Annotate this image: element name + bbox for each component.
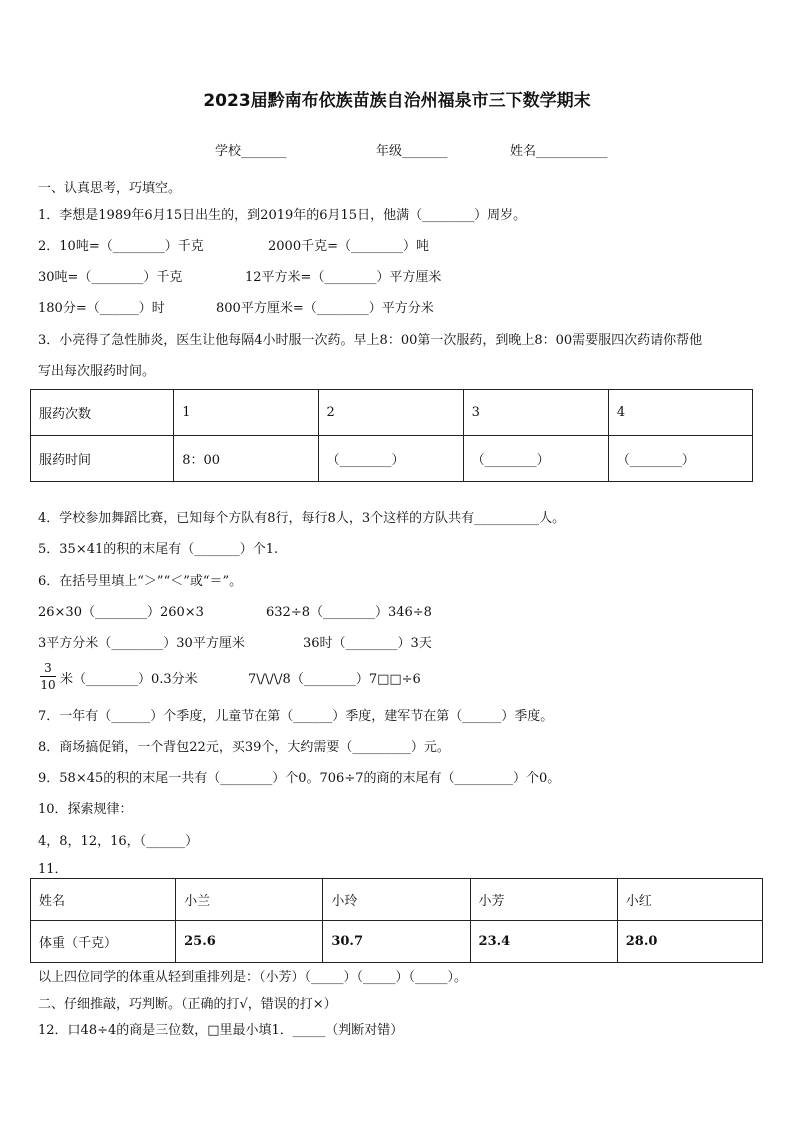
question-2d: 12平方米=（________）平方厘米 [245, 270, 442, 285]
table-cell: 3 [463, 390, 608, 436]
name-blank: ___________ [536, 144, 608, 159]
school-label: 学校 [215, 144, 242, 159]
table-cell: （________） [318, 436, 463, 482]
table-cell: 小红 [617, 879, 762, 921]
question-2-row-3 [38, 300, 434, 318]
table-cell: 4 [608, 390, 752, 436]
section-1-heading: 一、认真思考，巧填空。 [38, 181, 182, 196]
section-2-heading: 二、仔细推敲，巧判断。（正确的打√，错误的打×） [38, 997, 337, 1012]
table-cell: 2 [318, 390, 463, 436]
table-cell: 服药时间 [31, 436, 174, 482]
school-field [215, 140, 287, 159]
question-12: 12．口48÷4的商是三位数，□里最小填1．_____（判断对错） [38, 1023, 404, 1038]
question-7: 7．一年有（______）个季度，儿童节在第（______）季度，建军节在第（______）季度。 [38, 709, 554, 724]
grade-label: 年级 [376, 144, 403, 159]
question-3-line-2: 写出每次服药时间。 [38, 364, 156, 379]
table-cell: 小玲 [323, 879, 470, 921]
name-field [510, 140, 608, 159]
table-cell: 小芳 [470, 879, 617, 921]
question-2e: 180分=（______）时 [38, 301, 165, 316]
question-2f: 800平方厘米=（________）平方分米 [216, 301, 434, 316]
question-5: 5．35×41的积的末尾有（_______）个1. [38, 542, 279, 557]
table-cell: 小兰 [176, 879, 323, 921]
question-4: 4．学校参加舞蹈比赛，已知每个方队有8行，每行8人，3个这样的方队共有__________人。 [38, 511, 566, 526]
question-11-answer: 以上四位同学的体重从轻到重排列是：（小芳）（_____）（_____）（_____）。 [38, 970, 468, 985]
question-2-row-1 [38, 238, 429, 256]
question-2b: 2000千克=（________）吨 [268, 239, 429, 254]
table-cell: 服药次数 [31, 390, 174, 436]
table-cell: 30.7 [323, 921, 470, 963]
table-cell: （________） [463, 436, 608, 482]
grade-field [376, 140, 448, 159]
question-10: 10．探索规律： [38, 802, 133, 817]
question-6-row-2 [38, 635, 432, 653]
table-cell: 体重（千克） [31, 921, 176, 963]
table-cell: 23.4 [470, 921, 617, 963]
question-1: 1．李想是1989年6月15日出生的，到2019年的6月15日，他满（________）周岁。 [38, 208, 527, 223]
table-cell: 1 [174, 390, 318, 436]
table-row [31, 879, 763, 921]
question-6-row-1 [38, 604, 432, 622]
name-label: 姓名 [510, 144, 537, 159]
table-row [31, 436, 753, 482]
question-11: 11． [38, 862, 68, 877]
weight-table [30, 878, 763, 963]
question-8: 8．商场搞促销，一个背包22元，买39个，大约需要（_________）元。 [38, 740, 450, 755]
fraction-three-tenths [38, 661, 58, 692]
table-cell: 姓名 [31, 879, 176, 921]
student-info-row [0, 140, 794, 160]
grade-blank: _______ [402, 144, 448, 159]
question-10-sequence: 4，8，12，16，（______） [38, 834, 199, 849]
question-6b: 632÷8（________）346÷8 [266, 605, 432, 620]
table-row [31, 921, 763, 963]
medicine-schedule-table [30, 389, 753, 482]
table-cell: 28.0 [617, 921, 762, 963]
question-6-row-3 [60, 671, 421, 689]
fraction-numerator: 3 [44, 661, 52, 675]
question-3-line-1: 3．小亮得了急性肺炎，医生让他每隔4小时服一次药。早上8：00第一次服药，到晚上8：00需要服四次药请你帮他 [38, 333, 703, 348]
question-6c: 3平方分米（________）30平方厘米 [38, 636, 245, 651]
question-9: 9．58×45的积的末尾一共有（________）个0。706÷7的商的末尾有（_________）个0。 [38, 771, 561, 786]
question-6d: 36时（________）3天 [303, 636, 432, 651]
question-2-row-2 [38, 269, 442, 287]
table-row [31, 390, 753, 436]
fraction-denominator: 10 [40, 678, 56, 692]
question-2a: 2．10吨=（________）千克 [38, 239, 204, 254]
school-blank: _______ [241, 144, 287, 159]
question-2c: 30吨=（________）千克 [38, 270, 183, 285]
page-title: 2023届黔南布依族苗族自治州福泉市三下数学期末 [203, 91, 591, 111]
question-6: 6．在括号里填上“＞”“＜”或“＝”。 [38, 574, 243, 589]
question-6f: 7\/\/\/8（________）7□□÷6 [248, 672, 421, 687]
table-cell: （________） [608, 436, 752, 482]
question-6e: 米（________）0.3分米 [60, 672, 198, 687]
question-6a: 26×30（________）260×3 [38, 605, 204, 620]
table-cell: 8：00 [174, 436, 318, 482]
fraction-bar [40, 676, 56, 677]
table-cell: 25.6 [176, 921, 323, 963]
